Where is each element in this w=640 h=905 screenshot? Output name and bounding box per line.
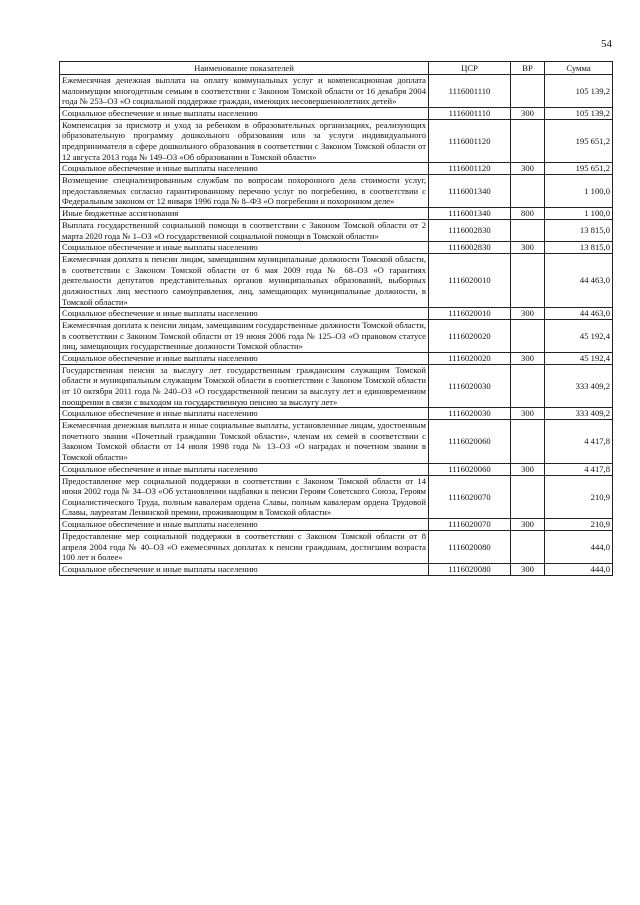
row-csr-cell: 1116020060 <box>429 463 511 475</box>
row-name-cell: Социальное обеспечение и иные выплаты населению <box>60 107 429 119</box>
row-csr-cell: 1116020020 <box>429 320 511 353</box>
row-vr-cell: 300 <box>511 408 545 420</box>
row-name-cell: Социальное обеспечение и иные выплаты населению <box>60 563 429 575</box>
table-row-subtotal <box>60 352 613 364</box>
table-row <box>60 364 613 407</box>
row-vr-cell: 300 <box>511 563 545 575</box>
row-csr-cell: 1116001120 <box>429 163 511 175</box>
budget-table <box>59 61 613 576</box>
row-sum-cell: 105 139,2 <box>545 107 613 119</box>
row-csr-cell: 1116020070 <box>429 475 511 518</box>
table-row-subtotal <box>60 408 613 420</box>
header-csr: ЦСР <box>429 62 511 75</box>
row-sum-cell: 210,9 <box>545 475 613 518</box>
row-name-cell: Социальное обеспечение и иные выплаты населению <box>60 519 429 531</box>
table-row-subtotal <box>60 107 613 119</box>
row-csr-cell: 1116001110 <box>429 75 511 108</box>
row-vr-cell <box>511 531 545 564</box>
row-vr-cell: 300 <box>511 163 545 175</box>
row-vr-cell: 300 <box>511 308 545 320</box>
row-vr-cell <box>511 420 545 463</box>
table-row <box>60 420 613 463</box>
row-csr-cell: 1116020010 <box>429 308 511 320</box>
row-name-cell: Выплата государственной социальной помощи в соответствии с Законом Томской области от 2 марта 2020 года № 1–ОЗ «О государственной социальной помощи в Томской области» <box>60 219 429 241</box>
row-sum-cell: 333 409,2 <box>545 408 613 420</box>
header-name: Наименование показателей <box>60 62 429 75</box>
row-csr-cell: 1116001110 <box>429 107 511 119</box>
row-vr-cell: 300 <box>511 519 545 531</box>
row-name-cell: Социальное обеспечение и иные выплаты населению <box>60 352 429 364</box>
row-sum-cell: 4 417,8 <box>545 420 613 463</box>
row-csr-cell: 1116020070 <box>429 519 511 531</box>
row-name-cell: Ежемесячная денежная выплата на оплату коммунальных услуг и компенсационная доплата малоимущим многодетным семьям в соответствии с Законом Томской области от 16 декабря 2004 года № 253–ОЗ «О социальной поддержке граждан, имеющих несовершеннолетних детей» <box>60 75 429 108</box>
row-vr-cell <box>511 75 545 108</box>
table-row-subtotal <box>60 463 613 475</box>
row-name-cell: Социальное обеспечение и иные выплаты населению <box>60 242 429 254</box>
table-row <box>60 75 613 108</box>
table-row-subtotal <box>60 242 613 254</box>
row-sum-cell: 44 463,0 <box>545 254 613 308</box>
row-vr-cell <box>511 119 545 162</box>
row-name-cell: Социальное обеспечение и иные выплаты населению <box>60 408 429 420</box>
row-sum-cell: 444,0 <box>545 531 613 564</box>
row-vr-cell <box>511 254 545 308</box>
row-csr-cell: 1116002830 <box>429 219 511 241</box>
row-name-cell: Государственная пенсия за выслугу лет государственным гражданским служащим Томской области и муниципальным служащим Томской области в соответствии с Законом Томской области от 10 октября 2011 года № 240–ОЗ «О государственной пенсии за выслугу лет и единовременном поощрении в связи с выходом на государственную пенсию за выслугу лет» <box>60 364 429 407</box>
row-csr-cell: 1116020060 <box>429 420 511 463</box>
table-row <box>60 175 613 208</box>
table-row-subtotal <box>60 519 613 531</box>
row-vr-cell: 300 <box>511 107 545 119</box>
row-csr-cell: 1116001340 <box>429 175 511 208</box>
row-name-cell: Ежемесячная доплата к пенсии лицам, замещавшим государственные должности Томской области, в соответствии с Законом Томской области от 19 июня 2006 года № 125–ОЗ «О правовом статусе лиц, замещающих государственные должности Томской области» <box>60 320 429 353</box>
row-sum-cell: 105 139,2 <box>545 75 613 108</box>
header-vr: ВР <box>511 62 545 75</box>
table-row-subtotal <box>60 163 613 175</box>
row-vr-cell: 800 <box>511 207 545 219</box>
header-sum: Сумма <box>545 62 613 75</box>
row-csr-cell: 1116020080 <box>429 531 511 564</box>
row-name-cell: Компенсация за присмотр и уход за ребенком в образовательных организациях, реализующих образовательную программу дошкольного образования или за услуги индивидуального предпринимателя в сфере дошкольного образования в соответствии с Законом Томской области от 12 августа 2013 года № 149–ОЗ «Об образовании в Томской области» <box>60 119 429 162</box>
row-sum-cell: 1 100,0 <box>545 175 613 208</box>
row-name-cell: Возмещение специализированным службам по вопросам похоронного дела стоимости услуг, предоставляемых согласно гарантированному перечню услуг по погребению, в соответствии с Федеральным законом от 12 января 1996 года № 8–ФЗ «О погребении и похоронном деле» <box>60 175 429 208</box>
row-csr-cell: 1116002830 <box>429 242 511 254</box>
row-vr-cell <box>511 475 545 518</box>
table-row <box>60 254 613 308</box>
row-sum-cell: 45 192,4 <box>545 352 613 364</box>
row-name-cell: Социальное обеспечение и иные выплаты населению <box>60 463 429 475</box>
row-sum-cell: 195 651,2 <box>545 163 613 175</box>
table-row <box>60 320 613 353</box>
row-name-cell: Социальное обеспечение и иные выплаты населению <box>60 308 429 320</box>
row-sum-cell: 210,9 <box>545 519 613 531</box>
row-csr-cell: 1116020010 <box>429 254 511 308</box>
row-sum-cell: 13 815,0 <box>545 242 613 254</box>
row-vr-cell <box>511 364 545 407</box>
table-row-subtotal <box>60 563 613 575</box>
row-sum-cell: 444,0 <box>545 563 613 575</box>
row-sum-cell: 333 409,2 <box>545 364 613 407</box>
row-csr-cell: 1116020030 <box>429 408 511 420</box>
page-number: 54 <box>601 38 612 50</box>
row-name-cell: Ежемесячная денежная выплата и иные социальные выплаты, установленные лицам, удостоенным почетного звания «Почетный гражданин Томской области», членам их семей в соответствии с Законом Томской области от 14 июля 1998 года № 13–ОЗ «О наградах и почетном звании в Томской области» <box>60 420 429 463</box>
row-vr-cell: 300 <box>511 242 545 254</box>
row-sum-cell: 195 651,2 <box>545 119 613 162</box>
row-vr-cell <box>511 320 545 353</box>
row-csr-cell: 1116001120 <box>429 119 511 162</box>
row-csr-cell: 1116020020 <box>429 352 511 364</box>
row-name-cell: Предоставление мер социальной поддержки в соответствии с Законом Томской области от 8 апреля 2004 года № 40–ОЗ «О ежемесячных доплатах к пенсии гражданам, достигшим возраста 100 лет и более» <box>60 531 429 564</box>
row-vr-cell: 300 <box>511 463 545 475</box>
row-sum-cell: 13 815,0 <box>545 219 613 241</box>
row-csr-cell: 1116020030 <box>429 364 511 407</box>
row-name-cell: Предоставление мер социальной поддержки в соответствии с Законом Томской области от 14 июня 2002 года № 34–ОЗ «Об установлении надбавки к пенсии Героям Советского Союза, Героям Социалистического Труда, полным кавалерам ордена Славы, полным кавалерам ордена Трудовой Славы, лауреатам Ленинской премии, проживающим в Томской области» <box>60 475 429 518</box>
row-vr-cell: 300 <box>511 352 545 364</box>
table-row <box>60 475 613 518</box>
table-row <box>60 119 613 162</box>
row-sum-cell: 4 417,8 <box>545 463 613 475</box>
row-sum-cell: 45 192,4 <box>545 320 613 353</box>
table-row-subtotal <box>60 308 613 320</box>
row-csr-cell: 1116001340 <box>429 207 511 219</box>
table-row-subtotal <box>60 207 613 219</box>
row-sum-cell: 44 463,0 <box>545 308 613 320</box>
row-name-cell: Иные бюджетные ассигнования <box>60 207 429 219</box>
row-vr-cell <box>511 219 545 241</box>
row-csr-cell: 1116020080 <box>429 563 511 575</box>
table-row <box>60 531 613 564</box>
table-header-row <box>60 62 613 75</box>
row-name-cell: Ежемесячная доплата к пенсии лицам, замещавшим муниципальные должности Томской области, в соответствии с Законом Томской области от 6 мая 2009 года № 68–ОЗ «О гарантиях деятельности депутатов представительных органов муниципальных образований, выборных должностных лиц местного самоуправления, лиц, замещающих муниципальные должности, в Томской области» <box>60 254 429 308</box>
row-sum-cell: 1 100,0 <box>545 207 613 219</box>
row-name-cell: Социальное обеспечение и иные выплаты населению <box>60 163 429 175</box>
row-vr-cell <box>511 175 545 208</box>
table-body <box>60 75 613 576</box>
table-row <box>60 219 613 241</box>
